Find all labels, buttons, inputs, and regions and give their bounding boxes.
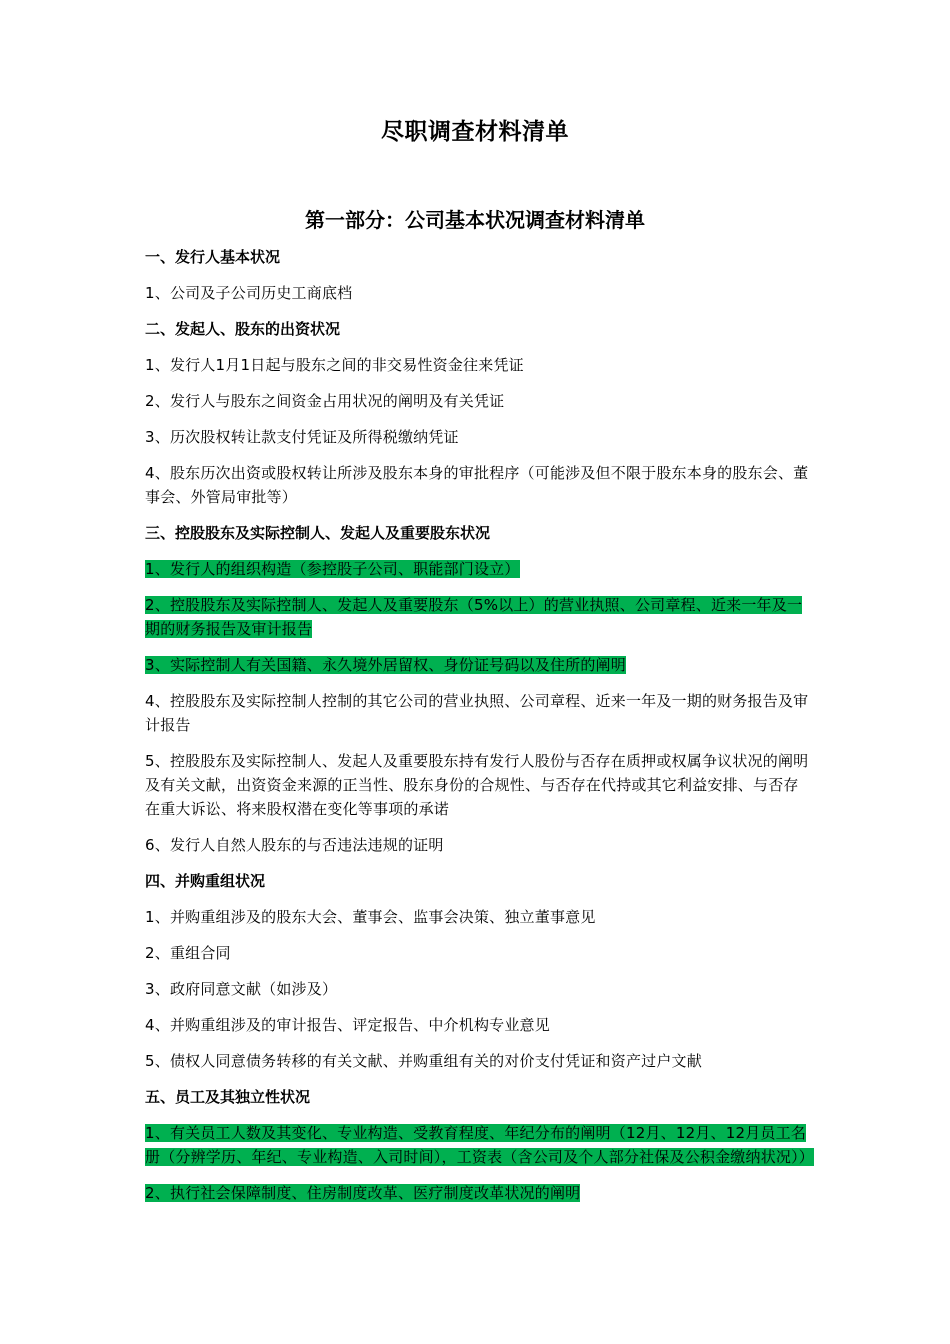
document-title: 尽职调查材料清单 bbox=[381, 119, 569, 145]
list-item bbox=[145, 905, 810, 929]
list-item-text: 发行人与股东之间资金占用状况的阐明及有关凭证 bbox=[169, 392, 505, 410]
list-item-text: 公司及子公司历史工商底档 bbox=[169, 284, 353, 302]
list-item-number: 2、 bbox=[145, 944, 170, 962]
list-item bbox=[145, 425, 810, 449]
list-item-text: 控股股东及实际控制人、发起人及重要股东持有发行人股份与否存在质押或权属争议状况的阐明及有关文献，出资资金来源的正当性、股东身份的合规性、与否存在代持或其它利益安排、与否存在重大诉讼、将来股权潜在变化等事项的承诺 bbox=[145, 752, 809, 818]
list-item-number: 4、 bbox=[145, 692, 170, 710]
part-title: 第一部分：公司基本状况调查材料清单 bbox=[305, 208, 645, 232]
list-item bbox=[145, 557, 810, 581]
list-item-text: 并购重组涉及的股东大会、董事会、监事会决策、独立董事意见 bbox=[169, 908, 596, 926]
list-item-text: 发行人自然人股东的与否违法违规的证明 bbox=[169, 836, 444, 854]
list-item bbox=[145, 941, 810, 965]
section-heading: 二、发起人、股东的出资状况 bbox=[145, 320, 341, 338]
section-heading: 四、并购重组状况 bbox=[145, 872, 266, 890]
section-heading: 一、发行人基本状况 bbox=[145, 248, 281, 266]
list-item-text: 债权人同意债务转移的有关文献、并购重组有关的对价支付凭证和资产过户文献 bbox=[169, 1052, 702, 1070]
list-item bbox=[145, 389, 810, 413]
section-heading: 三、控股股东及实际控制人、发起人及重要股东状况 bbox=[145, 524, 491, 542]
list-item-number: 3、 bbox=[145, 980, 170, 998]
list-item-number: 3、 bbox=[145, 656, 170, 674]
list-item-number: 2、 bbox=[145, 1184, 170, 1202]
list-item bbox=[145, 1121, 815, 1169]
list-item-text: 控股股东及实际控制人、发起人及重要股东（5%以上）的营业执照、公司章程、近来一年及一期的财务报告及审计报告 bbox=[145, 596, 803, 638]
list-item bbox=[145, 593, 810, 641]
list-item bbox=[145, 653, 810, 677]
section-heading: 五、员工及其独立性状况 bbox=[145, 1088, 311, 1106]
list-item-number: 4、 bbox=[145, 464, 170, 482]
list-item-number: 2、 bbox=[145, 596, 170, 614]
list-item-number: 1、 bbox=[145, 560, 170, 578]
list-item-text: 执行社会保障制度、住房制度改革、医疗制度改革状况的阐明 bbox=[169, 1184, 581, 1202]
list-item-number: 1、 bbox=[145, 356, 170, 374]
list-item-number: 2、 bbox=[145, 392, 170, 410]
list-item-number: 1、 bbox=[145, 908, 170, 926]
list-item-number: 1、 bbox=[145, 1124, 170, 1142]
list-item bbox=[145, 1013, 810, 1037]
list-item bbox=[145, 461, 810, 509]
list-item-number: 1、 bbox=[145, 284, 170, 302]
list-item-text: 发行人的组织构造（参控股子公司、职能部门设立） bbox=[169, 560, 520, 578]
list-item bbox=[145, 977, 810, 1001]
list-item-number: 3、 bbox=[145, 428, 170, 446]
document-body bbox=[145, 245, 815, 1217]
list-item-text: 有关员工人数及其变化、专业构造、受教育程度、年纪分布的阐明（12月、12月、12月员工名册（分辨学历、年纪、专业构造、入司时间），工资表（含公司及个人部分社保及公积金缴纳状况）） bbox=[145, 1124, 815, 1166]
list-item-text: 历次股权转让款支付凭证及所得税缴纳凭证 bbox=[169, 428, 459, 446]
list-item bbox=[145, 1049, 810, 1073]
list-item-text: 重组合同 bbox=[169, 944, 231, 962]
list-item-number: 5、 bbox=[145, 1052, 170, 1070]
list-item bbox=[145, 281, 810, 305]
list-item-number: 4、 bbox=[145, 1016, 170, 1034]
list-item bbox=[145, 353, 810, 377]
list-item-number: 6、 bbox=[145, 836, 170, 854]
list-item-text: 实际控制人有关国籍、永久境外居留权、身份证号码以及住所的阐明 bbox=[169, 656, 626, 674]
list-item-text: 股东历次出资或股权转让所涉及股东本身的审批程序（可能涉及但不限于股东本身的股东会、董事会、外管局审批等） bbox=[145, 464, 809, 506]
list-item bbox=[145, 689, 810, 737]
list-item-text: 控股股东及实际控制人控制的其它公司的营业执照、公司章程、近来一年及一期的财务报告及审计报告 bbox=[145, 692, 809, 734]
list-item-text: 发行人1月1日起与股东之间的非交易性资金往来凭证 bbox=[169, 356, 524, 374]
list-item bbox=[145, 749, 810, 821]
list-item bbox=[145, 833, 810, 857]
list-item bbox=[145, 1181, 810, 1205]
list-item-text: 并购重组涉及的审计报告、评定报告、中介机构专业意见 bbox=[169, 1016, 550, 1034]
list-item-number: 5、 bbox=[145, 752, 170, 770]
list-item-text: 政府同意文献（如涉及） bbox=[169, 980, 338, 998]
